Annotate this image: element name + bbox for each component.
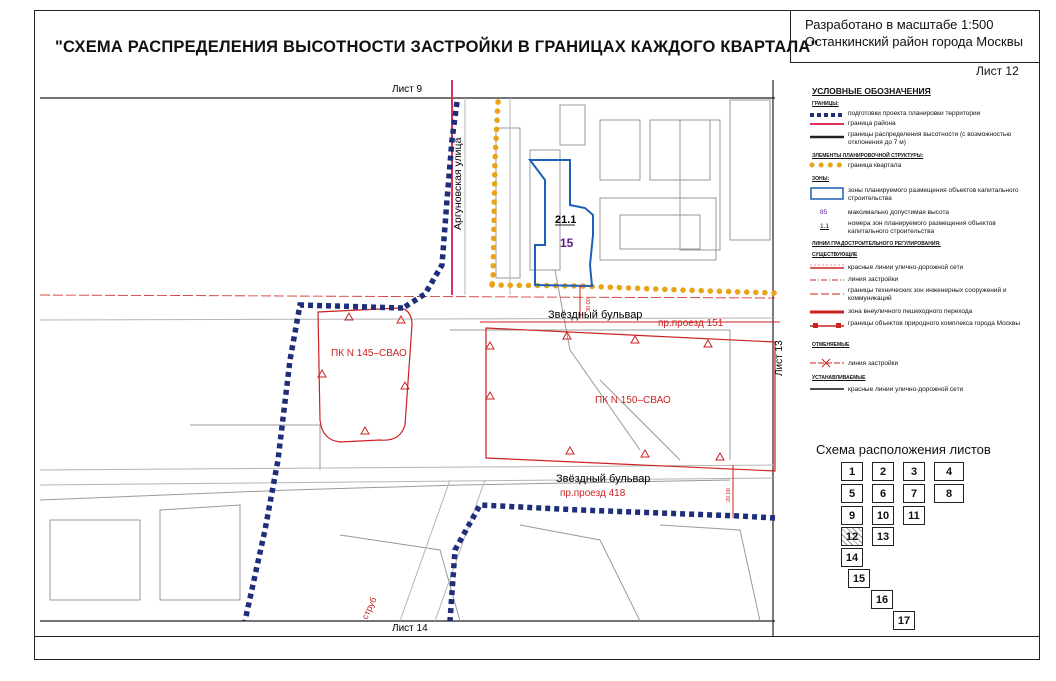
legend-item-quarter: граница квартала [848,162,902,169]
layout-cell-6: 6 [872,484,894,503]
layout-cell-15: 15 [848,569,870,588]
legend-item-red: красные линии улично-дорожной сети [848,264,964,271]
legend-section-regulation: ЛИНИИ ГРАДОСТРОИТЕЛЬНОГО РЕГУЛИРОВАНИЯ: [812,241,941,247]
bottom-frame-line [34,636,1040,637]
layout-cell-10: 10 [872,506,894,525]
nature-boundary-markers [318,313,724,460]
legend-section-zones: ЗОНЫ: [812,176,830,182]
layout-cell-4: 4 [934,462,964,481]
height-border-icon [810,134,844,140]
label-sheet-13: Лист 13 [774,340,785,376]
legend-item-zones: зоны планируемого размещения объектов капитального строительства [848,187,1019,202]
legend-item-height: границы распределения высотности (с возможностью отклонения до 7 м) [848,131,1012,146]
label-argunovskaya: Аргуновская улица [452,137,464,230]
zone-icon [810,187,844,201]
quarter-border-icon [810,161,844,169]
legend-maxh-symbol: 85 [820,209,828,216]
legend-panel [790,80,1040,635]
layout-cell-1: 1 [841,462,863,481]
legend-section-existing: СУЩЕСТВУЮЩИЕ [812,252,858,258]
legend-item-planning: подготовки проекта планировки территории [848,110,981,117]
new-red-line-icon [810,385,844,393]
legend-num-symbol: 1.1 [820,223,830,230]
legend-item-nature: границы объектов природного комплекса города Москвы [848,320,1020,327]
legend-item-build: линия застройки [848,276,899,283]
layout-cell-7: 7 [903,484,925,503]
planning-boundary-icon [810,111,844,119]
legend-item-tech: границы технических зон инженерных сооружений и коммуникаций [848,287,1007,302]
stamp-scale: Разработано в масштабе 1:500 [805,17,994,32]
label-passage-151: пр.проезд 151 [658,318,724,329]
stamp-district: Останкинский район города Москвы [805,34,1023,49]
layout-cell-17: 17 [893,611,915,630]
district-border-icon [810,121,844,127]
building-outlines [40,100,770,621]
sheet-layout-title: Схема расположения листов [816,442,991,457]
layout-cell-16: 16 [871,590,893,609]
sheet-title: "СХЕМА РАСПРЕДЕЛЕНИЯ ВЫСОТНОСТИ ЗАСТРОЙКИ В ГРАНИЦАХ КАЖДОГО КВАРТАЛА" [55,38,819,56]
label-pk145: ПК N 145–СВАО [331,348,407,359]
layout-cell-2: 2 [872,462,894,481]
tech-zone-line [40,295,775,298]
label-sheet-14: Лист 14 [392,623,428,634]
layout-cell-3: 3 [903,462,925,481]
nature-boundary-icon [810,320,844,332]
legend-section-structure: ЭЛЕМЕНТЫ ПЛАНИРОВОЧНОЙ СТРУКТУРЫ: [812,153,924,159]
label-dim-2: 20.00 [726,488,732,502]
sheet-number: Лист 12 [976,64,1019,78]
layout-cell-12-current: 12 [841,527,863,546]
layout-cell-8: 8 [934,484,964,503]
map-area [40,80,785,636]
legend-title: УСЛОВНЫЕ ОБОЗНАЧЕНИЯ [812,86,931,96]
legend-item-cancel-build: линия застройки [848,360,899,367]
tech-zone-icon [810,290,844,298]
label-zone-number: 21.1 [555,214,577,226]
title-stamp [790,10,1040,63]
legend-item-maxh: максимально допустимая высота [848,209,949,216]
label-diag-street: струб [359,595,379,621]
label-sheet-9: Лист 9 [392,84,423,95]
cancel-line-icon [810,358,844,368]
layout-cell-11: 11 [903,506,925,525]
layout-cell-9: 9 [841,506,863,525]
label-passage-418: пр.проезд 418 [560,488,626,499]
legend-item-ped: зона внеуличного пешеходного перехода [848,308,973,315]
layout-cell-5: 5 [841,484,863,503]
label-zvezdny-2: Звёздный бульвар [556,473,651,485]
label-pk150: ПК N 150–СВАО [595,395,671,406]
label-max-height: 15 [560,236,574,250]
legend-section-new: УСТАНАВЛИВАЕМЫЕ [812,375,866,381]
legend-section-borders: ГРАНИЦЫ: [812,101,839,107]
legend-item-num: номера зон планируемого размещения объектов капитального строительства [848,220,996,235]
layout-cell-13: 13 [872,527,894,546]
pedestrian-zone-icon [810,308,844,316]
legend-item-district: граница района [848,120,896,127]
legend-section-cancel: ОТМЕНЯЕМЫЕ [812,342,850,348]
legend-item-new-red: красные линии улично-дорожной сети [848,386,964,393]
label-zvezdny-1: Звёздный бульвар [548,309,643,321]
build-line-icon [810,276,844,284]
pk145-boundary [318,308,412,442]
layout-cell-14: 14 [841,548,863,567]
label-dim-1: 30.00 [586,298,592,312]
road-edges [40,98,775,621]
red-line-icon [810,263,844,273]
